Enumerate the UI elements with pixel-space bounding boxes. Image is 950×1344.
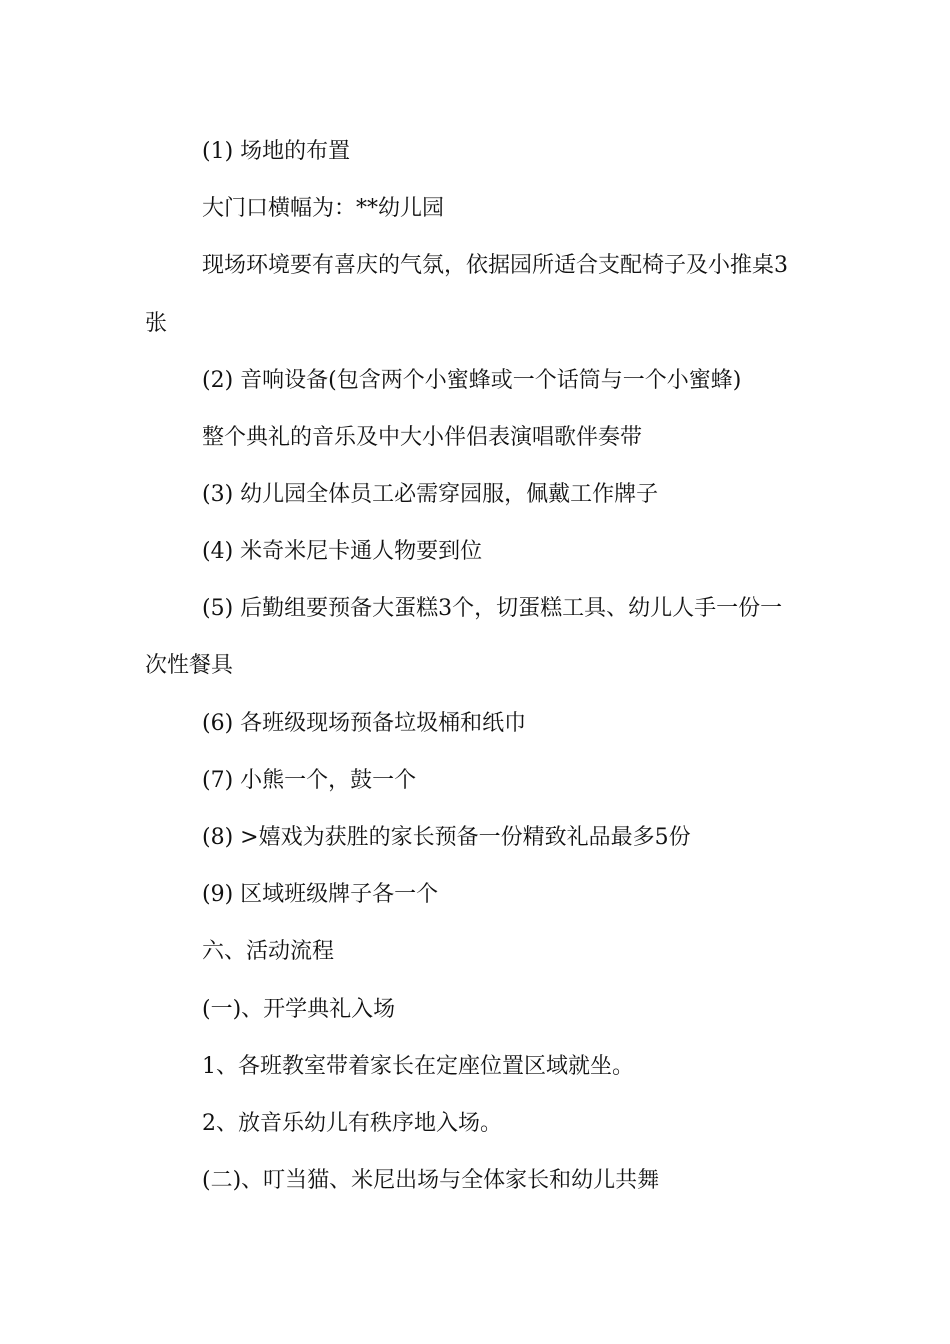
item-2-audio-equipment: (2) 音响设备(包含两个小蜜蜂或一个话筒与一个小蜜蜂) [202, 368, 742, 393]
item-6-trash-bins: (6) 各班级现场预备垃圾桶和纸巾 [202, 711, 527, 736]
gate-banner-text: 大门口横幅为：**幼儿园 [202, 196, 445, 221]
section-heading-activity-flow: 六、活动流程 [202, 939, 335, 964]
item-5-cake-preparation-cont: 次性餐具 [145, 653, 234, 678]
step-2-music-entrance: 2、放音乐幼儿有秩序地入场。 [202, 1111, 502, 1136]
item-9-class-signs: (9) 区域班级牌子各一个 [202, 882, 439, 907]
item-8-game-prizes: (8) >嬉戏为获胜的家长预备一份精致礼品最多5份 [202, 825, 691, 850]
venue-atmosphere-text-cont: 张 [145, 311, 168, 336]
item-4-cartoon-characters: (4) 米奇米尼卡通人物要到位 [202, 539, 483, 564]
subsection-opening-entrance: (一)、开学典礼入场 [202, 997, 396, 1022]
item-3-staff-uniform: (3) 幼儿园全体员工必需穿园服，佩戴工作牌子 [202, 482, 659, 507]
item-7-bear-drum: (7) 小熊一个，鼓一个 [202, 768, 417, 793]
venue-atmosphere-text: 现场环境要有喜庆的气氛，依据园所适合支配椅子及小推桌3 [202, 253, 788, 278]
subsection-character-dance: (二)、叮当猫、米尼出场与全体家长和幼儿共舞 [202, 1168, 660, 1193]
item-1-venue-layout: (1) 场地的布置 [202, 139, 351, 164]
step-1-seating: 1、各班教室带着家长在定座位置区域就坐。 [202, 1054, 634, 1079]
music-accompaniment-text: 整个典礼的音乐及中大小伴侣表演唱歌伴奏带 [202, 425, 643, 450]
item-5-cake-preparation: (5) 后勤组要预备大蛋糕3个，切蛋糕工具、幼儿人手一份一 [202, 596, 783, 621]
